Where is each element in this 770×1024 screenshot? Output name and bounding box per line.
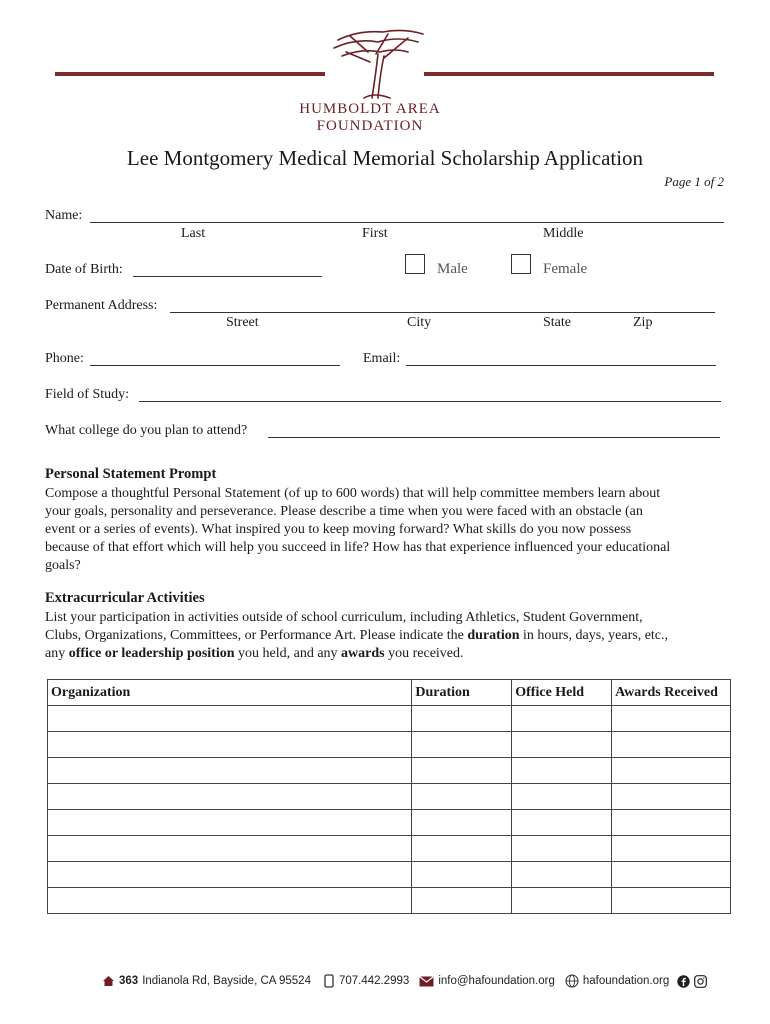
- org-name-line1: HUMBOLDT AREA: [299, 101, 441, 117]
- globe-icon: [565, 974, 579, 988]
- cell-duration[interactable]: [412, 706, 512, 732]
- address-sub-state: State: [543, 315, 571, 330]
- cell-office-held[interactable]: [512, 758, 612, 784]
- table-row: [48, 810, 731, 836]
- cell-awards-received[interactable]: [612, 758, 731, 784]
- bold-duration: duration: [467, 628, 520, 643]
- instagram-icon[interactable]: [694, 975, 707, 988]
- prompt-line: Compose a thoughtful Personal Statement (of up to 600 words) that will help committee members learn about: [45, 486, 661, 501]
- footer-phone[interactable]: 707.442.2993: [338, 975, 410, 987]
- footer-website[interactable]: hafoundation.org: [582, 975, 670, 987]
- table-row: [48, 758, 731, 784]
- cell-organization[interactable]: [48, 706, 412, 732]
- table-row: [48, 836, 731, 862]
- name-sub-last: Last: [181, 226, 206, 241]
- female-label: Female: [543, 261, 588, 277]
- prompt-line: goals?: [45, 558, 81, 573]
- col-office-held: Office Held: [512, 680, 612, 706]
- cell-awards-received[interactable]: [612, 810, 731, 836]
- cell-office-held[interactable]: [512, 784, 612, 810]
- prompt-line: your goals, personality and perseverance. Please describe a time when you were faced with an obstacle (an: [45, 504, 643, 519]
- header-rule-left: [55, 72, 325, 76]
- extracurricular-line2: [45, 627, 735, 645]
- cell-awards-received[interactable]: [612, 836, 731, 862]
- bold-office: office or leadership position: [68, 646, 235, 661]
- table-header-row: [48, 680, 731, 706]
- cell-organization[interactable]: [48, 784, 412, 810]
- cell-duration[interactable]: [412, 732, 512, 758]
- cell-duration[interactable]: [412, 888, 512, 914]
- cell-organization[interactable]: [48, 862, 412, 888]
- male-label: Male: [437, 261, 468, 277]
- footer-address-number: 363: [119, 975, 139, 987]
- extracurricular-heading: Extracurricular Activities: [45, 590, 205, 606]
- address-sub-street: Street: [226, 315, 259, 330]
- cell-office-held[interactable]: [512, 810, 612, 836]
- table-row: [48, 706, 731, 732]
- prompt-line: because of that effort which will help you succeed in life? How has that experience influenced your educational: [45, 540, 671, 555]
- name-field[interactable]: [90, 222, 724, 223]
- cell-duration[interactable]: [412, 784, 512, 810]
- name-sub-first: First: [362, 226, 388, 241]
- facebook-icon[interactable]: [677, 975, 690, 988]
- col-duration: Duration: [412, 680, 512, 706]
- cell-organization[interactable]: [48, 732, 412, 758]
- text-span: you received.: [384, 646, 464, 661]
- cell-office-held[interactable]: [512, 836, 612, 862]
- footer-address: Indianola Rd, Bayside, CA 95524: [142, 975, 311, 987]
- cell-organization[interactable]: [48, 810, 412, 836]
- cell-office-held[interactable]: [512, 706, 612, 732]
- address-label: Permanent Address:: [45, 298, 158, 313]
- text-span: any: [45, 646, 69, 661]
- phone-label: Phone:: [45, 351, 84, 366]
- org-name-line2: FOUNDATION: [316, 118, 424, 134]
- text-span: you held, and any: [234, 646, 342, 661]
- page-title: Lee Montgomery Medical Memorial Scholarship Application: [126, 146, 644, 170]
- table-row: [48, 888, 731, 914]
- female-checkbox[interactable]: [511, 254, 531, 274]
- cell-duration[interactable]: [412, 862, 512, 888]
- email-label: Email:: [363, 351, 401, 366]
- footer: [102, 974, 707, 988]
- address-sub-zip: Zip: [633, 315, 653, 330]
- cell-awards-received[interactable]: [612, 888, 731, 914]
- address-field[interactable]: [170, 312, 715, 313]
- bold-awards: awards: [341, 646, 385, 661]
- extracurricular-line3: [45, 645, 735, 663]
- table-body: [48, 706, 731, 914]
- cell-office-held[interactable]: [512, 862, 612, 888]
- name-label: Name:: [45, 208, 83, 223]
- college-field[interactable]: [268, 437, 720, 438]
- cell-duration[interactable]: [412, 758, 512, 784]
- phone-icon: [323, 974, 335, 988]
- cell-awards-received[interactable]: [612, 784, 731, 810]
- name-sub-middle: Middle: [543, 226, 584, 241]
- text-span: in hours, days, years, etc.,: [519, 628, 669, 643]
- cell-office-held[interactable]: [512, 888, 612, 914]
- cell-organization[interactable]: [48, 888, 412, 914]
- dob-label: Date of Birth:: [45, 262, 123, 277]
- college-label: What college do you plan to attend?: [45, 423, 248, 438]
- email-field[interactable]: [406, 365, 716, 366]
- mail-icon: [419, 976, 434, 987]
- extracurricular-text: [45, 609, 735, 663]
- phone-field[interactable]: [90, 365, 340, 366]
- header-rule-right: [424, 72, 714, 76]
- cell-organization[interactable]: [48, 758, 412, 784]
- cell-duration[interactable]: [412, 810, 512, 836]
- personal-statement-text: [45, 485, 735, 575]
- col-awards-received: Awards Received: [612, 680, 731, 706]
- personal-statement-heading: Personal Statement Prompt: [45, 466, 217, 482]
- field-of-study-field[interactable]: [139, 401, 721, 402]
- cell-duration[interactable]: [412, 836, 512, 862]
- address-sub-city: City: [407, 315, 432, 330]
- home-icon: [102, 975, 115, 987]
- cell-office-held[interactable]: [512, 732, 612, 758]
- tree-logo-icon: [328, 22, 428, 100]
- col-organization: Organization: [48, 680, 412, 706]
- male-checkbox[interactable]: [405, 254, 425, 274]
- cell-awards-received[interactable]: [612, 862, 731, 888]
- cell-awards-received[interactable]: [612, 706, 731, 732]
- cell-organization[interactable]: [48, 836, 412, 862]
- activities-table: [47, 679, 731, 914]
- cell-awards-received[interactable]: [612, 732, 731, 758]
- table-row: [48, 862, 731, 888]
- page-indicator: Page 1 of 2: [664, 174, 724, 189]
- dob-field[interactable]: [133, 276, 322, 277]
- footer-email[interactable]: info@hafoundation.org: [438, 975, 555, 987]
- table-row: [48, 732, 731, 758]
- extracurricular-line1: List your participation in activities outside of school curriculum, including Athletics, Student Government,: [45, 610, 643, 625]
- field-of-study-label: Field of Study:: [45, 387, 130, 402]
- text-span: Clubs, Organizations, Committees, or Performance Art. Please indicate the: [45, 628, 468, 643]
- table-row: [48, 784, 731, 810]
- prompt-line: event or a series of events). What inspired you to keep moving forward? What skills do you now possess: [45, 522, 632, 537]
